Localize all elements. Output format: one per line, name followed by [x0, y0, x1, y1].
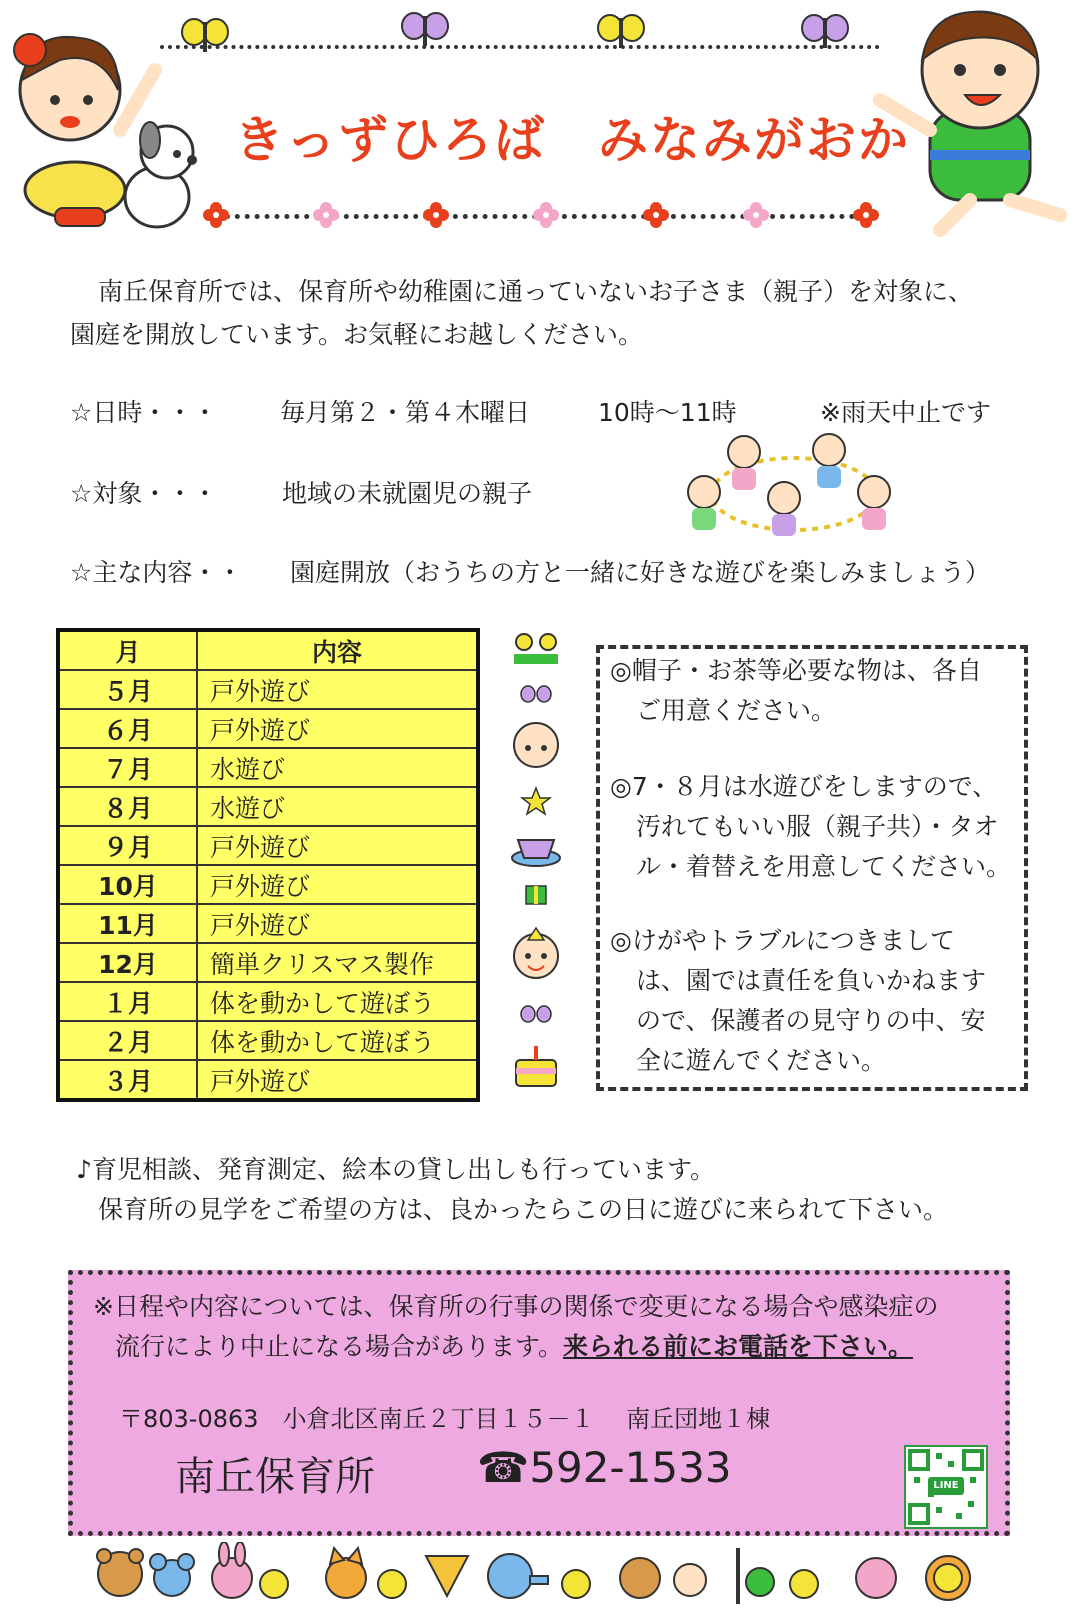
notice-box	[68, 1270, 1010, 1536]
table-row	[58, 670, 478, 709]
decorative-icon-column	[508, 630, 564, 1110]
butterfly-icon	[521, 686, 551, 702]
butterfly-icon	[596, 10, 646, 54]
flower-icon	[423, 202, 449, 228]
notice-line-1: ※日程や内容については、保育所の行事の関係で変更になる場合や感染症の	[93, 1292, 939, 1321]
child-icon	[674, 1564, 706, 1596]
month-cell: ２月	[58, 1021, 197, 1060]
teacup-icon	[512, 840, 560, 866]
notice-line-2-text: 流行により中止になる場合があります。	[115, 1332, 564, 1361]
table-row	[58, 943, 478, 982]
content-cell: 体を動かして遊ぼう	[197, 982, 478, 1021]
table-row	[58, 826, 478, 865]
month-cell: １月	[58, 982, 197, 1021]
content-cell: 水遊び	[197, 748, 478, 787]
top-dotted-border	[160, 45, 880, 49]
flower-icon	[203, 202, 229, 228]
content-value: 園庭開放（おうちの方と一緒に好きな遊びを楽しみましょう）	[290, 558, 991, 587]
dog-icon	[620, 1558, 660, 1598]
content-cell: 戸外遊び	[197, 865, 478, 904]
note-2-line-3: ル・着替えを用意してください。	[636, 852, 1012, 881]
child-face-icon	[514, 928, 558, 978]
pig-icon	[856, 1558, 896, 1598]
page-title: きっずひろば みなみがおか	[234, 111, 910, 169]
butterfly-icon	[521, 1006, 551, 1022]
bear-icon	[97, 1549, 143, 1596]
dog-illustration	[112, 112, 202, 232]
lion-icon	[926, 1556, 970, 1600]
time-value: 10時～11時	[598, 398, 737, 427]
butterfly-icon	[800, 10, 850, 54]
date-label: ☆日時・・・	[70, 398, 218, 427]
content-cell: 戸外遊び	[197, 709, 478, 748]
table-header-row	[58, 630, 478, 670]
intro-line-1: 南丘保育所では、保育所や幼稚園に通っていないお子さま（親子）を対象に、	[98, 277, 974, 306]
animal-parade-illustration	[60, 1542, 1020, 1608]
note-3-line-1: ◎けがやトラブルにつきまして	[610, 926, 955, 955]
date-value: 毎月第２・第４木曜日	[280, 398, 531, 427]
content-cell: 戸外遊び	[197, 1060, 478, 1100]
chick-icon	[790, 1570, 818, 1598]
star-icon	[522, 788, 550, 814]
extra-line-2: 保育所の見学をご希望の方は、良かったらこの日に遊びに来られて下さい。	[98, 1195, 949, 1224]
flower-icon	[313, 202, 339, 228]
intro-line-2: 園庭を開放しています。お気軽にお越しください。	[70, 320, 644, 349]
target-label: ☆対象・・・	[70, 479, 218, 508]
table-row	[58, 709, 478, 748]
rabbit-icon	[212, 1542, 252, 1598]
flower-icon	[853, 202, 879, 228]
phone-number: ☎592-1533	[477, 1443, 732, 1492]
notes-box	[596, 645, 1028, 1091]
flower-icon	[533, 202, 559, 228]
children-circle-illustration	[684, 432, 904, 544]
flower-sprout-icon	[514, 634, 558, 664]
content-label: ☆主な内容・・	[70, 558, 243, 587]
gift-icon	[526, 886, 546, 904]
month-cell: ９月	[58, 826, 197, 865]
mouse-icon	[150, 1554, 194, 1596]
elephant-icon	[488, 1554, 548, 1598]
frog-icon	[736, 1548, 774, 1604]
address: 〒803-0863 小倉北区南丘２丁目１５－１ 南丘団地１棟	[119, 1405, 771, 1433]
table-row	[58, 787, 478, 826]
butterfly-icon	[400, 8, 450, 52]
note-2-line-1: ◎7・８月は水遊びをしますので、	[610, 772, 998, 801]
content-cell: 水遊び	[197, 787, 478, 826]
month-cell: 11月	[58, 904, 197, 943]
fox-icon	[426, 1556, 468, 1596]
extra-line-1: ♪育児相談、発育測定、絵本の貸し出しも行っています。	[76, 1155, 715, 1184]
month-cell: ８月	[58, 787, 197, 826]
note-2-line-2: 汚れてもいい服（親子共）・タオ	[636, 812, 999, 841]
nursery-name: 南丘保育所	[175, 1454, 375, 1500]
month-column-header: 月	[58, 630, 197, 670]
chick-icon	[260, 1570, 288, 1598]
table-row	[58, 904, 478, 943]
content-cell: 戸外遊び	[197, 904, 478, 943]
month-cell: ７月	[58, 748, 197, 787]
notice-line-2	[115, 1327, 913, 1363]
chick-icon	[378, 1570, 406, 1598]
cake-icon	[516, 1046, 556, 1086]
flower-icon	[743, 202, 769, 228]
content-cell: 戸外遊び	[197, 826, 478, 865]
schedule-table	[56, 628, 480, 1102]
line-qr-code[interactable]	[904, 1445, 988, 1529]
chick-icon	[562, 1570, 590, 1598]
table-row	[58, 865, 478, 904]
content-cell: 簡単クリスマス製作	[197, 943, 478, 982]
month-cell: ３月	[58, 1060, 197, 1100]
note-3-line-3: ので、保護者の見守りの中、安	[636, 1006, 986, 1035]
month-cell: ６月	[58, 709, 197, 748]
content-cell: 体を動かして遊ぼう	[197, 1021, 478, 1060]
note-1-line-2: ご用意ください。	[636, 696, 837, 725]
rain-note: ※雨天中止です	[820, 398, 991, 427]
table-row	[58, 748, 478, 787]
cat-icon	[326, 1548, 366, 1598]
table-row	[58, 1060, 478, 1100]
butterfly-icon	[180, 14, 230, 58]
baby-face-icon	[514, 723, 558, 767]
note-3-line-4: 全に遊んでください。	[636, 1046, 887, 1075]
month-cell: ５月	[58, 670, 197, 709]
month-cell: 10月	[58, 865, 197, 904]
content-cell: 戸外遊び	[197, 670, 478, 709]
target-value: 地域の未就園児の親子	[282, 479, 533, 508]
note-1-line-1: ◎帽子・お茶等必要な物は、各自	[610, 656, 982, 685]
table-row	[58, 982, 478, 1021]
note-3-line-2: は、園では責任を負いかねます	[636, 966, 987, 995]
flower-icon	[643, 202, 669, 228]
month-cell: 12月	[58, 943, 197, 982]
content-column-header: 内容	[197, 630, 478, 670]
table-row	[58, 1021, 478, 1060]
call-before-emphasis: 来られる前にお電話を下さい。	[563, 1332, 914, 1361]
line-label: LINE	[928, 1477, 964, 1495]
